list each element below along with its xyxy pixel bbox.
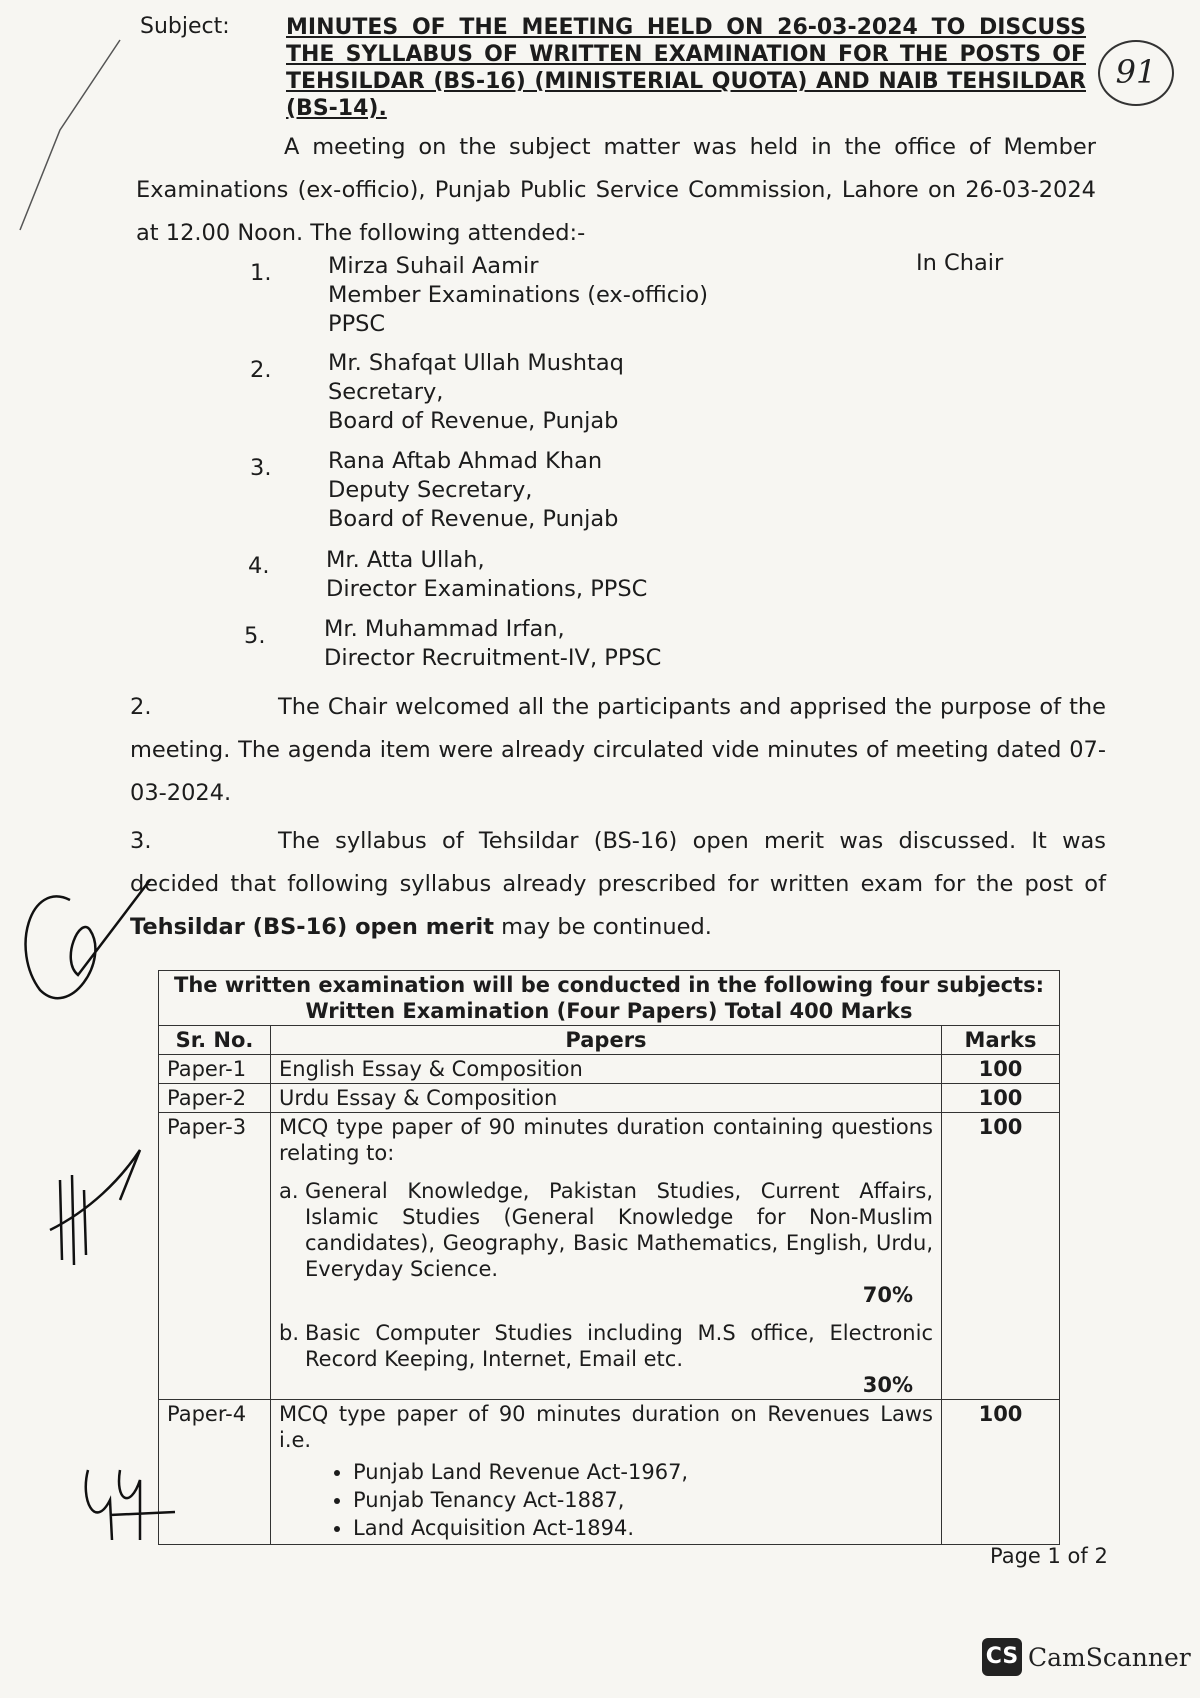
camscanner-label: CamScanner: [1028, 1642, 1191, 1672]
paper-number: Paper-1: [159, 1055, 271, 1084]
attendee-line: Deputy Secretary,: [328, 477, 533, 503]
attendee-line: Board of Revenue, Punjab: [328, 506, 619, 532]
attendee-line: Mr. Atta Ullah,: [326, 547, 485, 573]
paper-marks: 100: [942, 1055, 1060, 1084]
law-item: • Land Acquisition Act-1894.: [353, 1515, 933, 1541]
attendee-role: In Chair: [916, 250, 1004, 276]
paper-marks: 100: [942, 1113, 1060, 1400]
column-header-marks: Marks: [942, 1026, 1060, 1055]
column-header-sr: Sr. No.: [159, 1026, 271, 1055]
camscanner-logo-icon: CS: [982, 1638, 1022, 1676]
attendee-number: 3.: [250, 455, 272, 481]
page-number: Page 1 of 2: [990, 1544, 1108, 1568]
attendee-number: 5.: [244, 623, 266, 649]
circled-page-number: 91: [1098, 40, 1174, 106]
attendee-line: PPSC: [328, 311, 386, 337]
law-item: • Punjab Land Revenue Act-1967,: [353, 1459, 933, 1485]
attendee-line: Mr. Shafqat Ullah Mushtaq: [328, 350, 624, 376]
paper-title: English Essay & Composition: [271, 1055, 942, 1084]
paragraph-number: 2.: [130, 694, 152, 720]
paper-number: Paper-4: [159, 1400, 271, 1545]
sub-item-label: a.: [279, 1179, 299, 1203]
signature-initials-3: [86, 1470, 175, 1540]
paper-title: Urdu Essay & Composition: [271, 1084, 942, 1113]
attendee-number: 4.: [248, 553, 270, 579]
intro-paragraph: A meeting on the subject matter was held in the office of Member Examinations (ex-officio), Punjab Public Service Commission, Lahore on 26-03-2024 at 12.00 Noon. The following attended:-: [136, 134, 1096, 246]
column-header-papers: Papers: [271, 1026, 942, 1055]
sub-item-text: Basic Computer Studies including M.S office, Electronic Record Keeping, Internet, Email etc.: [305, 1321, 933, 1371]
sub-item-percentage: 70%: [862, 1283, 913, 1307]
attendee-line: Mr. Muhammad Irfan,: [324, 616, 565, 642]
attendee-line: Member Examinations (ex-officio): [328, 282, 708, 308]
subject-label: Subject:: [140, 14, 230, 39]
post-name-bold: Tehsildar (BS-16) open merit: [130, 914, 495, 940]
attendee-line: Director Examinations, PPSC: [326, 576, 648, 602]
sub-item-percentage: 30%: [862, 1373, 913, 1397]
signature-initials-1: [26, 880, 150, 998]
attendee-number: 2.: [250, 357, 272, 383]
attendee-number: 1.: [250, 260, 272, 286]
paper-marks: 100: [942, 1084, 1060, 1113]
sub-item-label: b.: [279, 1321, 300, 1345]
attendee-line: Board of Revenue, Punjab: [328, 408, 619, 434]
subject-title: MINUTES OF THE MEETING HELD ON 26-03-2024 TO DISCUSS THE SYLLABUS OF WRITTEN EXAMINATION FOR THE POSTS OF TEHSILDAR (BS-16) (MINISTERIAL QUOTA) AND NAIB TEHSILDAR (BS-14).: [286, 15, 1086, 121]
paragraph-tail: may be continued.: [494, 914, 712, 940]
margin-pen-stroke: [20, 40, 120, 230]
attendee-line: Mirza Suhail Aamir: [328, 253, 539, 279]
paragraph-text: The Chair welcomed all the participants and apprised the purpose of the meeting. The agenda item were already circulated vide minutes of meeting dated 07-03-2024.: [130, 694, 1106, 806]
attendee-line: Director Recruitment-IV, PPSC: [324, 645, 662, 671]
paper-title: MCQ type paper of 90 minutes duration containing questions relating to:: [279, 1115, 933, 1165]
law-item: • Punjab Tenancy Act-1887,: [353, 1487, 933, 1513]
paragraph-number: 3.: [130, 828, 152, 854]
paragraph-text: The syllabus of Tehsildar (BS-16) open merit was discussed. It was decided that following syllabus already prescribed for written exam for the post of: [130, 828, 1106, 897]
sub-item-text: General Knowledge, Pakistan Studies, Current Affairs, Islamic Studies (General Knowledge for Non-Muslim candidates), Geography, Basic Mathematics, English, Urdu, Everyday Science.: [305, 1179, 933, 1281]
paper-title: MCQ type paper of 90 minutes duration on Revenues Laws i.e.: [279, 1402, 933, 1452]
table-caption-line: The written examination will be conducted in the following four subjects:: [174, 973, 1044, 997]
attendee-line: Secretary,: [328, 379, 444, 405]
table-caption-line: Written Examination (Four Papers) Total 400 Marks: [305, 999, 913, 1023]
paper-number: Paper-3: [159, 1113, 271, 1400]
signature-initials-2: [50, 1150, 140, 1265]
camscanner-watermark: [982, 1638, 1191, 1676]
attendee-line: Rana Aftab Ahmad Khan: [328, 448, 603, 474]
paper-marks: 100: [942, 1400, 1060, 1545]
paper-number: Paper-2: [159, 1084, 271, 1113]
